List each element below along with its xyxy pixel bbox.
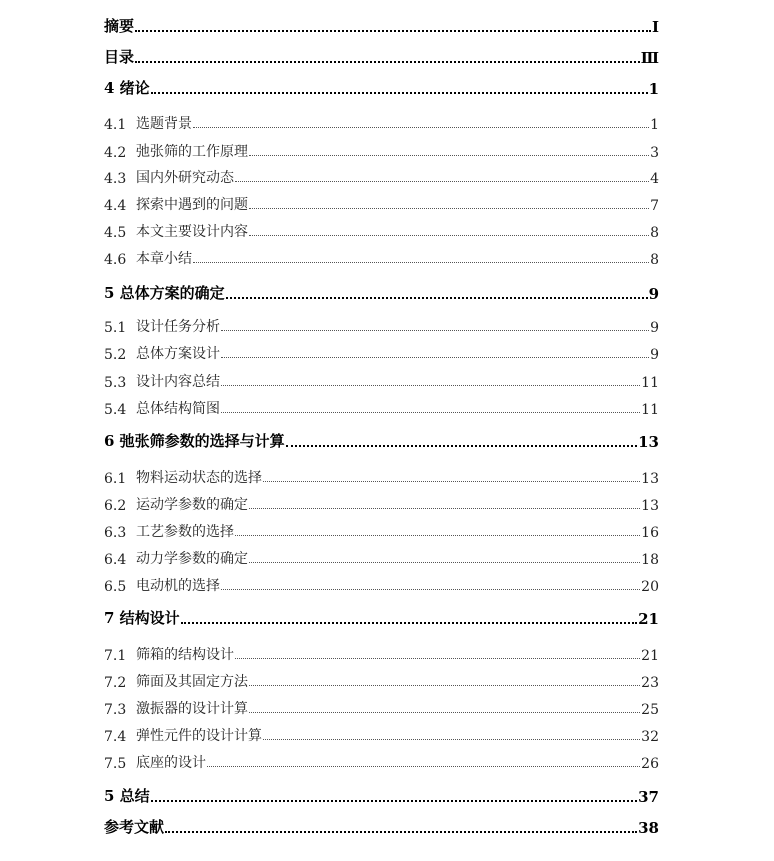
toc-entry-number: 6.2	[104, 498, 127, 514]
toc-entry[interactable]	[104, 47, 659, 67]
toc-entry-page-number: 1	[648, 80, 659, 98]
toc-entry-title: 总体方案设计	[136, 346, 220, 362]
toc-entry-page-number: 13	[641, 471, 659, 487]
toc-entry-page-number: Ⅲ	[640, 49, 659, 67]
toc-entry-number: 6.3	[104, 525, 127, 541]
toc-entry-page-number: 11	[641, 375, 659, 391]
toc-entry-title: 电动机的选择	[136, 578, 220, 594]
toc-entry[interactable]	[104, 78, 659, 98]
toc-entry-number: 5.1	[104, 320, 127, 336]
toc-entry-title: 底座的设计	[136, 755, 206, 771]
toc-entry-page-number: 9	[648, 285, 659, 303]
toc-entry-title: 运动学参数的确定	[136, 497, 248, 513]
toc-entry[interactable]	[104, 431, 659, 451]
dot-leader	[135, 61, 640, 63]
toc-entry-title: 7 结构设计	[104, 609, 180, 627]
toc-entry-number: 5.4	[104, 402, 127, 418]
toc-entry-number: 5.2	[104, 347, 127, 363]
dot-leader	[235, 658, 640, 659]
toc-entry-page-number: 13	[638, 433, 659, 451]
dot-leader	[221, 330, 649, 331]
toc-entry[interactable]	[104, 699, 659, 718]
toc-entry-number: 4.5	[104, 225, 127, 241]
toc-entry-title: 弹性元件的设计计算	[136, 728, 262, 744]
toc-entry-title: 6 弛张筛参数的选择与计算	[104, 432, 285, 450]
toc-entry[interactable]	[104, 195, 659, 214]
toc-entry-number: 6.1	[104, 471, 127, 487]
toc-entry-number: 4.6	[104, 252, 127, 268]
dot-leader	[193, 262, 649, 263]
dot-leader	[249, 235, 649, 236]
toc-entry-number: 4.1	[104, 117, 127, 133]
dot-leader	[249, 208, 649, 209]
toc-entry-page-number: 16	[641, 525, 659, 541]
dot-leader	[249, 508, 640, 509]
dot-leader	[151, 800, 637, 802]
toc-entry[interactable]	[104, 114, 659, 133]
toc-entry[interactable]	[104, 645, 659, 664]
toc-entry-title: 探索中遇到的问题	[136, 197, 248, 213]
toc-entry[interactable]	[104, 817, 659, 837]
toc-entry-page-number: 21	[641, 648, 659, 664]
toc-entry-page-number: 9	[650, 347, 659, 363]
toc-entry[interactable]	[104, 16, 659, 36]
toc-entry[interactable]	[104, 142, 659, 161]
dot-leader	[151, 92, 648, 94]
toc-entry-title: 物料运动状态的选择	[136, 470, 262, 486]
toc-entry-page-number: I	[651, 18, 659, 36]
toc-entry-number: 7.3	[104, 702, 127, 718]
dot-leader	[135, 30, 651, 32]
toc-entry-title: 5 总体方案的确定	[104, 284, 225, 302]
toc-entry-title: 摘要	[104, 17, 135, 35]
toc-entry[interactable]	[104, 608, 659, 628]
toc-entry-page-number: 18	[641, 552, 659, 568]
toc-entry-page-number: 7	[650, 198, 659, 214]
toc-entry-title: 设计内容总结	[136, 374, 220, 390]
toc-entry-number: 4.3	[104, 171, 127, 187]
toc-entry-title: 目录	[104, 48, 135, 66]
toc-entry[interactable]	[104, 495, 659, 514]
toc-entry-page-number: 38	[638, 819, 659, 837]
dot-leader	[249, 155, 649, 156]
dot-leader	[235, 535, 640, 536]
toc-entry-title: 筛箱的结构设计	[136, 647, 234, 663]
toc-entry-title: 选题背景	[136, 116, 192, 132]
toc-entry-title: 激振器的设计计算	[136, 701, 248, 717]
toc-entry-number: 7.4	[104, 729, 127, 745]
toc-entry[interactable]	[104, 399, 659, 418]
toc-entry[interactable]	[104, 726, 659, 745]
toc-entry-number: 5.3	[104, 375, 127, 391]
toc-entry-page-number: 23	[641, 675, 659, 691]
toc-entry[interactable]	[104, 522, 659, 541]
dot-leader	[249, 562, 640, 563]
toc-entry-page-number: 11	[641, 402, 659, 418]
dot-leader	[207, 766, 640, 767]
toc-entry[interactable]	[104, 222, 659, 241]
toc-entry-page-number: 3	[650, 145, 659, 161]
toc-entry[interactable]	[104, 753, 659, 772]
toc-entry-title: 弛张筛的工作原理	[136, 144, 248, 160]
dot-leader	[221, 589, 640, 590]
toc-entry[interactable]	[104, 372, 659, 391]
dot-leader	[286, 445, 637, 447]
toc-entry-number: 7.1	[104, 648, 127, 664]
toc-entry[interactable]	[104, 344, 659, 363]
toc-entry-page-number: 1	[650, 117, 659, 133]
toc-entry-number: 6.5	[104, 579, 127, 595]
toc-entry[interactable]	[104, 672, 659, 691]
toc-entry-title: 工艺参数的选择	[136, 524, 234, 540]
toc-entry[interactable]	[104, 317, 659, 336]
toc-entry-page-number: 25	[641, 702, 659, 718]
toc-entry-title: 筛面及其固定方法	[136, 674, 248, 690]
toc-entry-page-number: 13	[641, 498, 659, 514]
toc-entry-title: 5 总结	[104, 787, 150, 805]
dot-leader	[165, 831, 637, 833]
dot-leader	[263, 739, 640, 740]
toc-entry-page-number: 32	[641, 729, 659, 745]
toc-entry-page-number: 20	[641, 579, 659, 595]
dot-leader	[221, 412, 640, 413]
toc-entry-title: 本章小结	[136, 251, 192, 267]
toc-entry-page-number: 9	[650, 320, 659, 336]
toc-entry-title: 设计任务分析	[136, 319, 220, 335]
toc-entry-page-number: 21	[638, 610, 659, 628]
toc-entry-number: 7.2	[104, 675, 127, 691]
toc-entry-title: 动力学参数的确定	[136, 551, 248, 567]
dot-leader	[263, 481, 640, 482]
dot-leader	[181, 622, 637, 624]
toc-entry[interactable]	[104, 168, 659, 187]
toc-entry-title: 参考文献	[104, 818, 165, 836]
toc-entry-title: 总体结构简图	[136, 401, 220, 417]
toc-entry-number: 6.4	[104, 552, 127, 568]
toc-entry[interactable]	[104, 249, 659, 268]
dot-leader	[249, 685, 640, 686]
toc-entry-page-number: 4	[650, 171, 659, 187]
toc-entry[interactable]	[104, 576, 659, 595]
toc-entry-title: 国内外研究动态	[136, 170, 234, 186]
toc-entry-number: 7.5	[104, 756, 127, 772]
toc-entry-page-number: 37	[638, 788, 659, 806]
toc-entry[interactable]	[104, 786, 659, 806]
toc-entry[interactable]	[104, 549, 659, 568]
dot-leader	[221, 357, 649, 358]
dot-leader	[249, 712, 640, 713]
toc-entry-title: 4 绪论	[104, 79, 150, 97]
toc-entry-page-number: 8	[650, 225, 659, 241]
toc-entry-page-number: 26	[641, 756, 659, 772]
dot-leader	[193, 127, 649, 128]
dot-leader	[221, 385, 640, 386]
toc-entry-number: 4.2	[104, 145, 127, 161]
toc-entry-number: 4.4	[104, 198, 127, 214]
dot-leader	[226, 297, 648, 299]
dot-leader	[235, 181, 649, 182]
toc-entry-page-number: 8	[650, 252, 659, 268]
toc-entry-title: 本文主要设计内容	[136, 224, 248, 240]
toc-entry[interactable]	[104, 468, 659, 487]
toc-entry[interactable]	[104, 283, 659, 303]
